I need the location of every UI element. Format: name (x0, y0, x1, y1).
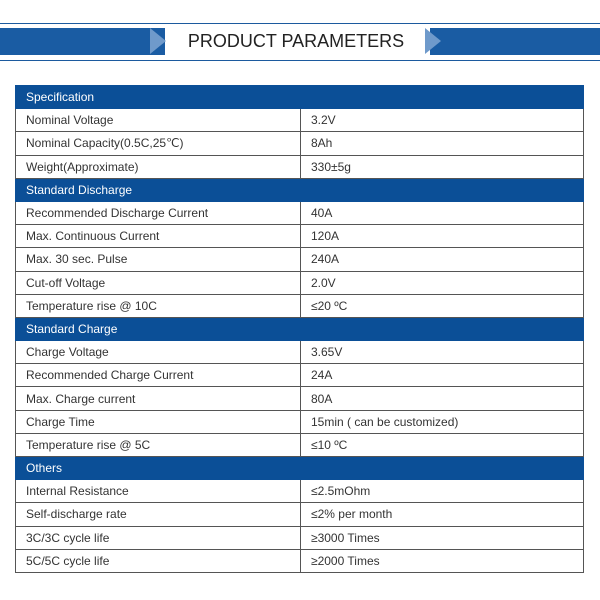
parameter-value: 3.65V (301, 341, 584, 364)
parameter-value: 240A (301, 248, 584, 271)
parameter-value: 15min ( can be customized) (301, 410, 584, 433)
table-row (16, 132, 584, 155)
parameter-value: 8Ah (301, 132, 584, 155)
table-row (16, 480, 584, 503)
parameter-value: ≤2.5mOhm (301, 480, 584, 503)
parameter-value: ≥2000 Times (301, 549, 584, 572)
section-title: Standard Charge (16, 317, 584, 340)
parameter-name: Max. Charge current (16, 387, 301, 410)
parameter-name: Weight(Approximate) (16, 155, 301, 178)
parameter-value: 24A (301, 364, 584, 387)
parameter-name: Recommended Charge Current (16, 364, 301, 387)
section-title: Standard Discharge (16, 178, 584, 201)
section-header (16, 317, 584, 340)
parameter-name: Recommended Discharge Current (16, 201, 301, 224)
parameter-name: Max. Continuous Current (16, 225, 301, 248)
parameter-value: ≤20 ºC (301, 294, 584, 317)
parameter-value: ≤2% per month (301, 503, 584, 526)
parameter-name: Nominal Capacity(0.5C,25℃) (16, 132, 301, 155)
table-row (16, 225, 584, 248)
table-row (16, 271, 584, 294)
banner-band-left (0, 28, 165, 55)
parameter-name: Internal Resistance (16, 480, 301, 503)
banner-band-right (430, 28, 600, 55)
table-row (16, 364, 584, 387)
title-banner (0, 23, 600, 61)
parameter-name: 5C/5C cycle life (16, 549, 301, 572)
parameter-value: 330±5g (301, 155, 584, 178)
parameter-name: Nominal Voltage (16, 109, 301, 132)
table-row (16, 526, 584, 549)
parameter-name: Self-discharge rate (16, 503, 301, 526)
parameter-name: Max. 30 sec. Pulse (16, 248, 301, 271)
table-row (16, 294, 584, 317)
table-row (16, 341, 584, 364)
table-row (16, 387, 584, 410)
page-title: PRODUCT PARAMETERS (187, 31, 405, 51)
section-header (16, 457, 584, 480)
table-row (16, 433, 584, 456)
table-row (16, 109, 584, 132)
parameter-value: 40A (301, 201, 584, 224)
table-row (16, 155, 584, 178)
section-title: Specification (16, 86, 584, 109)
section-header (16, 178, 584, 201)
parameters-table (15, 85, 584, 573)
table-row (16, 248, 584, 271)
section-title: Others (16, 457, 584, 480)
parameter-name: 3C/3C cycle life (16, 526, 301, 549)
parameter-value: 80A (301, 387, 584, 410)
parameter-value: 2.0V (301, 271, 584, 294)
section-header (16, 86, 584, 109)
table-row (16, 410, 584, 433)
parameter-name: Cut-off Voltage (16, 271, 301, 294)
chevron-left-icon (150, 28, 166, 54)
table-row (16, 503, 584, 526)
parameter-value: 120A (301, 225, 584, 248)
parameter-value: ≤10 ºC (301, 433, 584, 456)
parameter-value: ≥3000 Times (301, 526, 584, 549)
chevron-right-icon (425, 28, 441, 54)
table-row (16, 549, 584, 572)
parameter-name: Charge Time (16, 410, 301, 433)
parameter-name: Charge Voltage (16, 341, 301, 364)
parameter-name: Temperature rise @ 10C (16, 294, 301, 317)
parameter-value: 3.2V (301, 109, 584, 132)
parameter-name: Temperature rise @ 5C (16, 433, 301, 456)
table-row (16, 201, 584, 224)
